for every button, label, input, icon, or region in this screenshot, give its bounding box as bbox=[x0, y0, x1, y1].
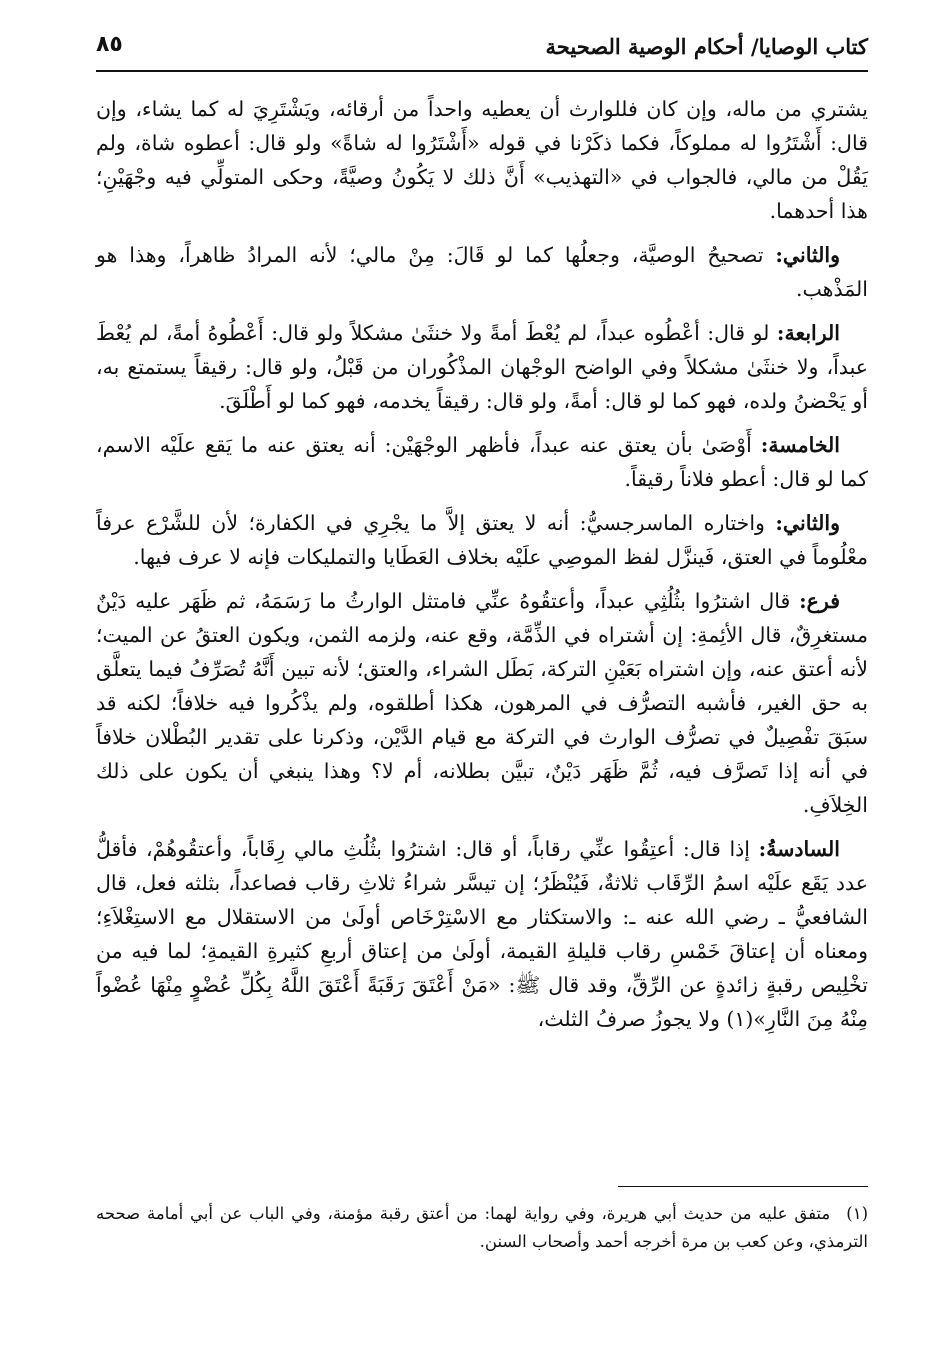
paragraph bbox=[96, 506, 868, 574]
footnote-marker: (١) bbox=[846, 1204, 868, 1223]
paragraph-text: لو قال: أعْطُوه عبداً، لم يُعْطَ أمةً ولا خنثَىٰ مشكلاً ولو قال: أَعْطُوهُ أمةً، لم يُعْطَ عبداً، ولا خنثَىٰ مشكلاً وفي الواضح الوجْهان المذْكُوران من قَبْلُ، ولو قال: رقيقاً يستمتع به، أو يَحْضنُ ولده، فهو كما لو قال: أمةً، ولو قال: رقيقاً يخدمه، فهو كما لو أَطْلَقَ. bbox=[96, 321, 868, 413]
book-page bbox=[96, 28, 868, 1328]
paragraph-lead: الخامسة: bbox=[760, 433, 840, 457]
paragraph bbox=[96, 92, 868, 228]
main-text bbox=[96, 92, 868, 1036]
paragraph-lead: والثاني: bbox=[775, 243, 840, 267]
paragraph bbox=[96, 428, 868, 496]
paragraph-lead: السادسةُ: bbox=[758, 837, 840, 861]
paragraph-text: واختاره الماسرجسيُّ: أنه لا يعتق إلاَّ ما يجْرِي في الكفارة؛ لأن للشَّرْع عرفاً معْلُوماً في العتق، فَينزَّل لفظ الموصِي علَيْه بخلاف العَطَايا والتمليكات فإنه لا عرف فيها. bbox=[96, 511, 868, 569]
paragraph-text: قال اشترُوا بثُلُثِي عبداً، وأعتقُوهُ عنِّي فامتثل الوارثُ ما رَسَمَهُ، ثم ظَهَر عليه دَيْنٌ مستغرِقٌ، قال الأئِمةِ: إن أشتراه في الذِّمَّة، وقع عنه، ولزمه الثمن، ويكون العتقُ عن الميت؛ لأنه أعتق عنه، وإن اشتراه بَعَيْنِ التركة، بَطَل الشراء، والعتق؛ لأنه تبين أَنَّهُ تُصَرِّفُ فيما يتعلَّق به حق الغير، فأشبه التصرُّف في المرهون، هكذا أطلقوه، ولم يذْكُروا فيه خلافاً؛ لكنه قد سبَقَ تفْصِيلٌ في تصرُّف الوارث في التركة مع قيام الدَّيْن، وذكرنا على تقدير البُطْلان خلافاً في أنه إذا تَصرَّف فيه، ثُمَّ ظَهَر دَيْنٌ، تبيَّن بطلانه، أم لا؟ وهذا ينبغي أن يكون على ذلك الخِلاَفِ. bbox=[96, 589, 868, 817]
paragraph-lead: الرابعة: bbox=[776, 321, 840, 345]
paragraph bbox=[96, 316, 868, 418]
footnote bbox=[96, 1200, 868, 1256]
footnotes bbox=[96, 1200, 868, 1256]
paragraph-lead: والثاني: bbox=[775, 511, 840, 535]
paragraph bbox=[96, 832, 868, 1036]
paragraph-text: أَوْصَىٰ بأن يعتق عنه عبداً، فأظهر الوجْهَيْن: أنه يعتق عنه ما يَقع علَيْه الاسم، كما لو قال: أعطو فلاناً رقيقاً. bbox=[96, 433, 868, 491]
footnote-divider bbox=[618, 1186, 868, 1187]
running-header bbox=[96, 28, 868, 76]
paragraph-text: يشتري من ماله، وإن كان فللوارث أن يعطيه واحداً من أرقائه، ويَشْتَرِيَ له كما يشاء، وإن قال: أَشْتَرُوا له مملوكاً، فكما ذكَرْنا في قوله «أَشْتَرُوا له شاةً» ولو قال: أعطوه شاة، ولم يَقُلْ من مالي، فالجواب في «التهذيب» أَنَّ ذلك لا يَكُونُ وصيَّةً، وحكى المتولِّي فيه وجْهَيْنِ؛ هذا أحدهما. bbox=[96, 97, 868, 223]
page-number: ٨٥ bbox=[96, 32, 123, 57]
paragraph bbox=[96, 238, 868, 306]
paragraph-lead: فرع: bbox=[799, 589, 840, 613]
paragraph bbox=[96, 584, 868, 822]
footnote-text: متفق عليه من حديث أبي هريرة، وفي رواية لهما: من أعتق رقبة مؤمنة، وفي الباب عن أبي أمامة صححه الترمذي، وعن كعب بن مرة أخرجه أحمد وأصحاب السنن. bbox=[96, 1204, 868, 1251]
paragraph-text: إذا قال: أعتِقُوا عنِّي رقاباً، أو قال: اشترُوا بثُلُثِ مالي رِقَاباً، وأعتقُوهُمْ، فأقلُّ عدد يَقَع علَيْه اسمُ الرِّقَاب ثلاثةٌ، فَيُنْظَرُ؛ إن تيسَّر شراءُ ثلاثِ رقاب فصاعداً، بثلثه فعل، قال الشافعيُّ ـ رضي الله عنه ـ: والاستكثار مع الاسْتِرْخَاص أولَىٰ من الاستقلال مع الاستِغْلاَءِ؛ ومعناه أن إعتاقَ خَمْسِ رقاب قليلةِ القيمة، أولَىٰ من إعتاق أربعِ كثيرةِ القيمةِ؛ لما فيه من تخْلِيص رقبةٍ زائدةٍ عن الرِّقِّ، وقد قال ﷺ: «مَنْ أَعْتَقَ رَقَبَةً أَعْتَقَ اللَّهُ بِكُلِّ عُضْوٍ مِنْهَا عُضْواً مِنْهُ مِنَ النَّارِ»(١) ولا يجوزُ صرفُ الثلث، bbox=[96, 837, 868, 1031]
running-header-title: كتاب الوصايا/ أحكام الوصية الصحيحة bbox=[545, 34, 868, 59]
paragraph-text: تصحيحُ الوصيَّة، وجعلُها كما لو قَالَ: مِنْ مالي؛ لأنه المرادُ ظاهراً، وهذا هو المَذْهب. bbox=[96, 243, 868, 301]
header-divider bbox=[96, 70, 868, 72]
